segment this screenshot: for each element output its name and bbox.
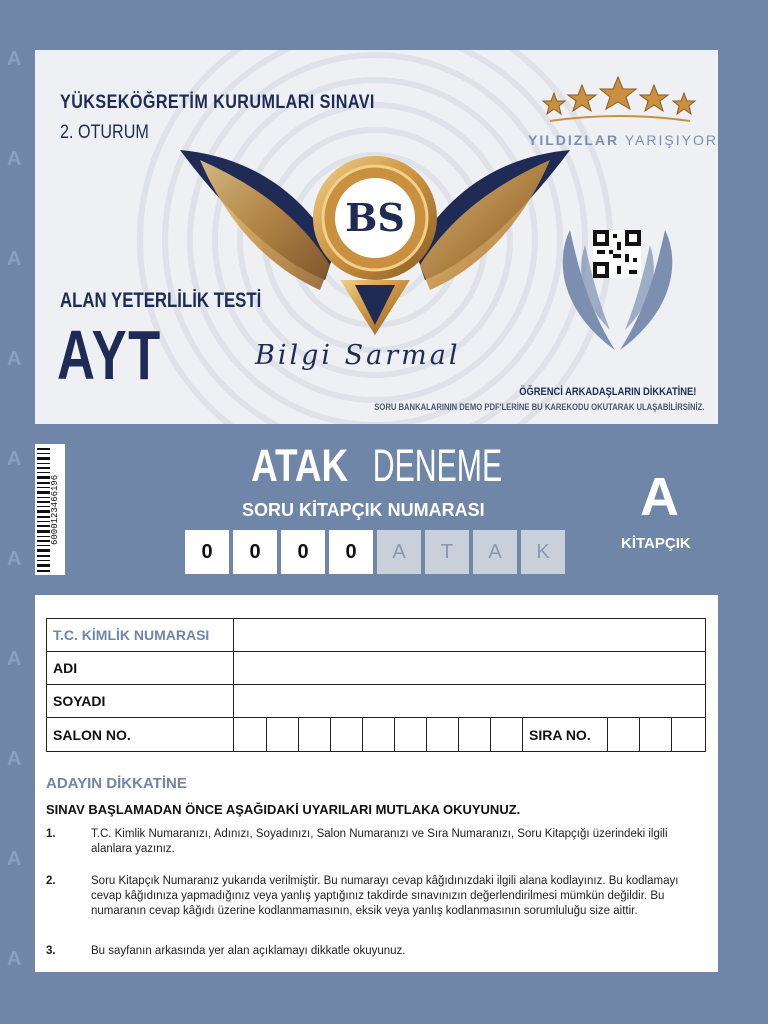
booklet-number-label: SORU KİTAPÇIK NUMARASI: [242, 500, 485, 520]
coin-logo: BS: [345, 195, 405, 240]
side-letter: A: [7, 948, 22, 970]
salon-digit-cell[interactable]: [426, 718, 458, 751]
salon-digit-cell[interactable]: [458, 718, 490, 751]
salon-digit-cell[interactable]: [362, 718, 394, 751]
surname-label: SOYADI: [47, 685, 234, 718]
sira-digit-cell[interactable]: [607, 718, 639, 751]
brand-signature: Bilgi Sarmal: [255, 340, 461, 371]
code-letter: T: [425, 530, 469, 574]
side-letter: A: [7, 248, 22, 270]
candidate-info-table: [46, 618, 706, 752]
name-field[interactable]: [234, 652, 706, 685]
table-row: [47, 652, 706, 685]
code-digit: 0: [329, 530, 373, 574]
side-letter: A: [7, 748, 22, 770]
candidate-form: [35, 595, 718, 972]
barcode-number: 6000123466196: [50, 474, 60, 546]
cover-hero: [35, 50, 718, 424]
code-digit: 0: [233, 530, 277, 574]
booklet-letter: A: [640, 467, 679, 527]
side-letter: A: [7, 348, 22, 370]
item-number: 1.: [46, 828, 56, 840]
sira-digit-cell[interactable]: [639, 718, 671, 751]
item-number: 2.: [46, 875, 56, 887]
side-letter: A: [7, 448, 22, 470]
item-text: T.C. Kimlik Numaranızı, Adınızı, Soyadınızı, Salon Numaranızı ve Sıra Numaranızı, Soru Kitapçığı üzerindeki ilgili alanlara yazınız.: [91, 828, 668, 855]
banner-title-light: DENEME: [372, 440, 503, 491]
item-number: 3.: [46, 945, 56, 957]
salon-digit-cell[interactable]: [298, 718, 330, 751]
salon-digit-cell[interactable]: [490, 718, 522, 751]
banner-title-bold: ATAK: [251, 440, 349, 491]
item-text: Bu sayfanın arkasında yer alan açıklamayı dikkatle okuyunuz.: [91, 945, 406, 957]
test-name: ALAN YETERLİLİK TESTİ: [60, 289, 262, 312]
tc-id-label: T.C. KİMLİK NUMARASI: [47, 619, 234, 652]
session-label: 2. OTURUM: [60, 122, 149, 143]
salon-digit-cell[interactable]: [330, 718, 362, 751]
table-row: [47, 718, 706, 752]
side-letter: A: [7, 848, 22, 870]
table-row: [47, 685, 706, 718]
side-letter: A: [7, 148, 22, 170]
code-letter: A: [473, 530, 517, 574]
side-letter: A: [7, 548, 22, 570]
qr-code-icon: [593, 230, 641, 278]
table-row: [47, 619, 706, 652]
item-text: Soru Kitapçık Numaranız yukarıda verilmiştir. Bu numarayı cevap kâğıdınızdaki ilgili alana kodlayınız. Bu kodlamayı cevap kâğıdınıza yapmadığınız veya yanlış yaptığınız takdirde sınavınızın değerlendirilmesi mümkün değildir. Bu numaranın cevap kâğıdı üzerine kodlanmamasının, eksik veya yanlış kodlanmasının sorumluluğu size aittir.: [91, 875, 679, 917]
tc-id-field[interactable]: [234, 619, 706, 652]
contest-label: YILDIZLAR YARIŞIYOR: [528, 132, 718, 148]
code-digit: 0: [281, 530, 325, 574]
name-label: ADI: [47, 652, 234, 685]
salon-sira-cells: [234, 718, 706, 752]
sira-digit-cell[interactable]: [671, 718, 703, 751]
warning-text: SINAV BAŞLAMADAN ÖNCE AŞAĞIDAKİ UYARILARI MUTLAKA OKUYUNUZ.: [46, 802, 521, 817]
booklet-label: KİTAPÇIK: [621, 535, 691, 552]
notice-text: SORU BANKALARININ DEMO PDF'LERİNE BU KAREKODU OKUTARAK ULAŞABİLİRSİNİZ.: [373, 402, 704, 412]
notice-title: ÖĞRENCİ ARKADAŞLARIN DİKKATİNE!: [518, 386, 696, 398]
code-letter: A: [377, 530, 421, 574]
code-letter: K: [521, 530, 565, 574]
sira-label: SIRA NO.: [522, 718, 607, 751]
exam-title: YÜKSEKÖĞRETİM KURUMLARI SINAVI: [60, 92, 375, 113]
salon-digit-cell[interactable]: [266, 718, 298, 751]
surname-field[interactable]: [234, 685, 706, 718]
stars-icon: [540, 75, 700, 125]
salon-digit-cell[interactable]: [234, 718, 266, 751]
side-letter: A: [7, 48, 22, 70]
code-digit: 0: [185, 530, 229, 574]
test-code: AYT: [57, 316, 162, 394]
side-letter: A: [7, 648, 22, 670]
attention-heading: ADAYIN DİKKATİNE: [46, 775, 187, 792]
salon-digit-cell[interactable]: [394, 718, 426, 751]
salon-label: SALON NO.: [47, 718, 234, 752]
